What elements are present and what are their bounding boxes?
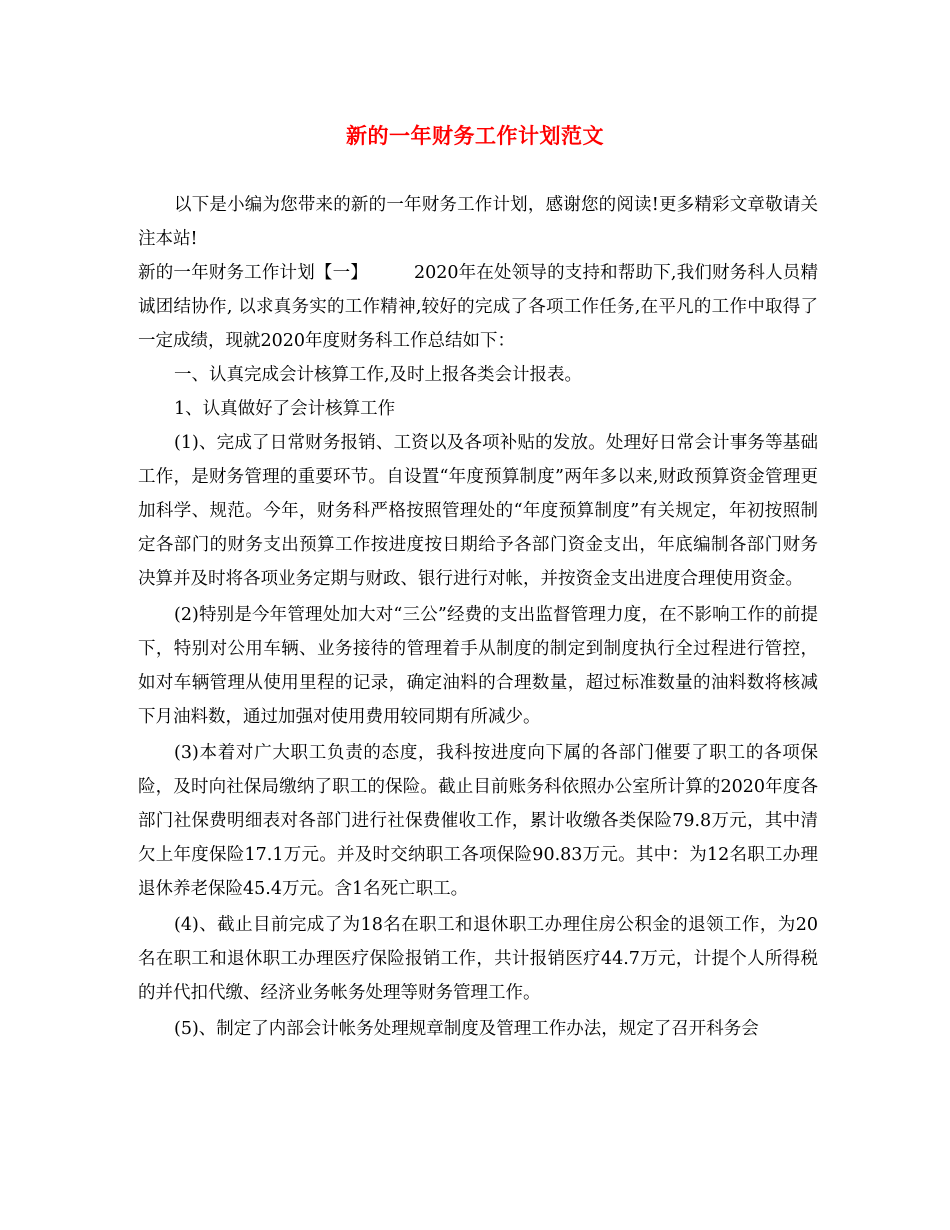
document-body [138, 188, 818, 1046]
heading-one-one: 1、认真做好了会计核算工作 [174, 399, 396, 419]
section-first-paragraph: 2020年在处领导的支持和帮助下,我们财务科人员精诚团结协作, 以求真务实的工作精神,较好的完成了各项工作任务,在平凡的工作中取得了一定成绩，现就2020年度财务科工作总结如下： [138, 263, 818, 351]
document-title: 新的一年财务工作计划范文 [346, 123, 604, 148]
item-2-paragraph: (2)特别是今年管理处加大对“三公”经费的支出监督管理力度，在不影响工作的前提下，特别对公用车辆、业务接待的管理着手从制度的制定到制度执行全过程进行管控，如对车辆管理从使用里程的记录，确定油料的合理数量，超过标准数量的油料数将核减下月油料数，通过加强对使用费用较同期有所减少。 [138, 605, 818, 727]
heading-one: 一、认真完成会计核算工作,及时上报各类会计报表。 [174, 365, 583, 385]
section-paragraph [138, 256, 818, 358]
item-5-paragraph: (5)、制定了内部会计帐务处理规章制度及管理工作办法，规定了召开科务会 [174, 1019, 759, 1039]
intro-paragraph: 以下是小编为您带来的新的一年财务工作计划，感谢您的阅读!更多精彩文章敬请关注本站! [138, 195, 818, 249]
item-3-paragraph: (3)本着对广大职工负责的态度，我科按进度向下属的各部门催要了职工的各项保险，及时向社保局缴纳了职工的保险。截止目前账务科依照办公室所计算的2020年度各部门社保费明细表对各部门进行社保费催收工作，累计收缴各类保险79.8万元，其中清欠上年度保险17.1万元。并及时交纳职工各项保险90.83万元。其中：为12名职工办理退休养老保险45.4万元。含1名死亡职工。 [138, 743, 818, 899]
section-heading: 新的一年财务工作计划【一】 [138, 263, 368, 283]
item-4-paragraph: (4)、截止目前完成了为18名在职工和退休职工办理住房公积金的退领工作，为20名在职工和退休职工办理医疗保险报销工作，共计报销医疗44.7万元，计提个人所得税的并代扣代缴、经济业务帐务处理等财务管理工作。 [138, 915, 818, 1003]
item-1-paragraph: (1)、完成了日常财务报销、工资以及各项补贴的发放。处理好日常会计事务等基础工作，是财务管理的重要环节。自设置“年度预算制度”两年多以来,财政预算资金管理更加科学、规范。今年，财务科严格按照管理处的“年度预算制度”有关规定，年初按照制定各部门的财务支出预算工作按进度按日期给予各部门资金支出，年底编制各部门财务决算并及时将各项业务定期与财政、银行进行对帐，并按资金支出进度合理使用资金。 [138, 433, 818, 589]
